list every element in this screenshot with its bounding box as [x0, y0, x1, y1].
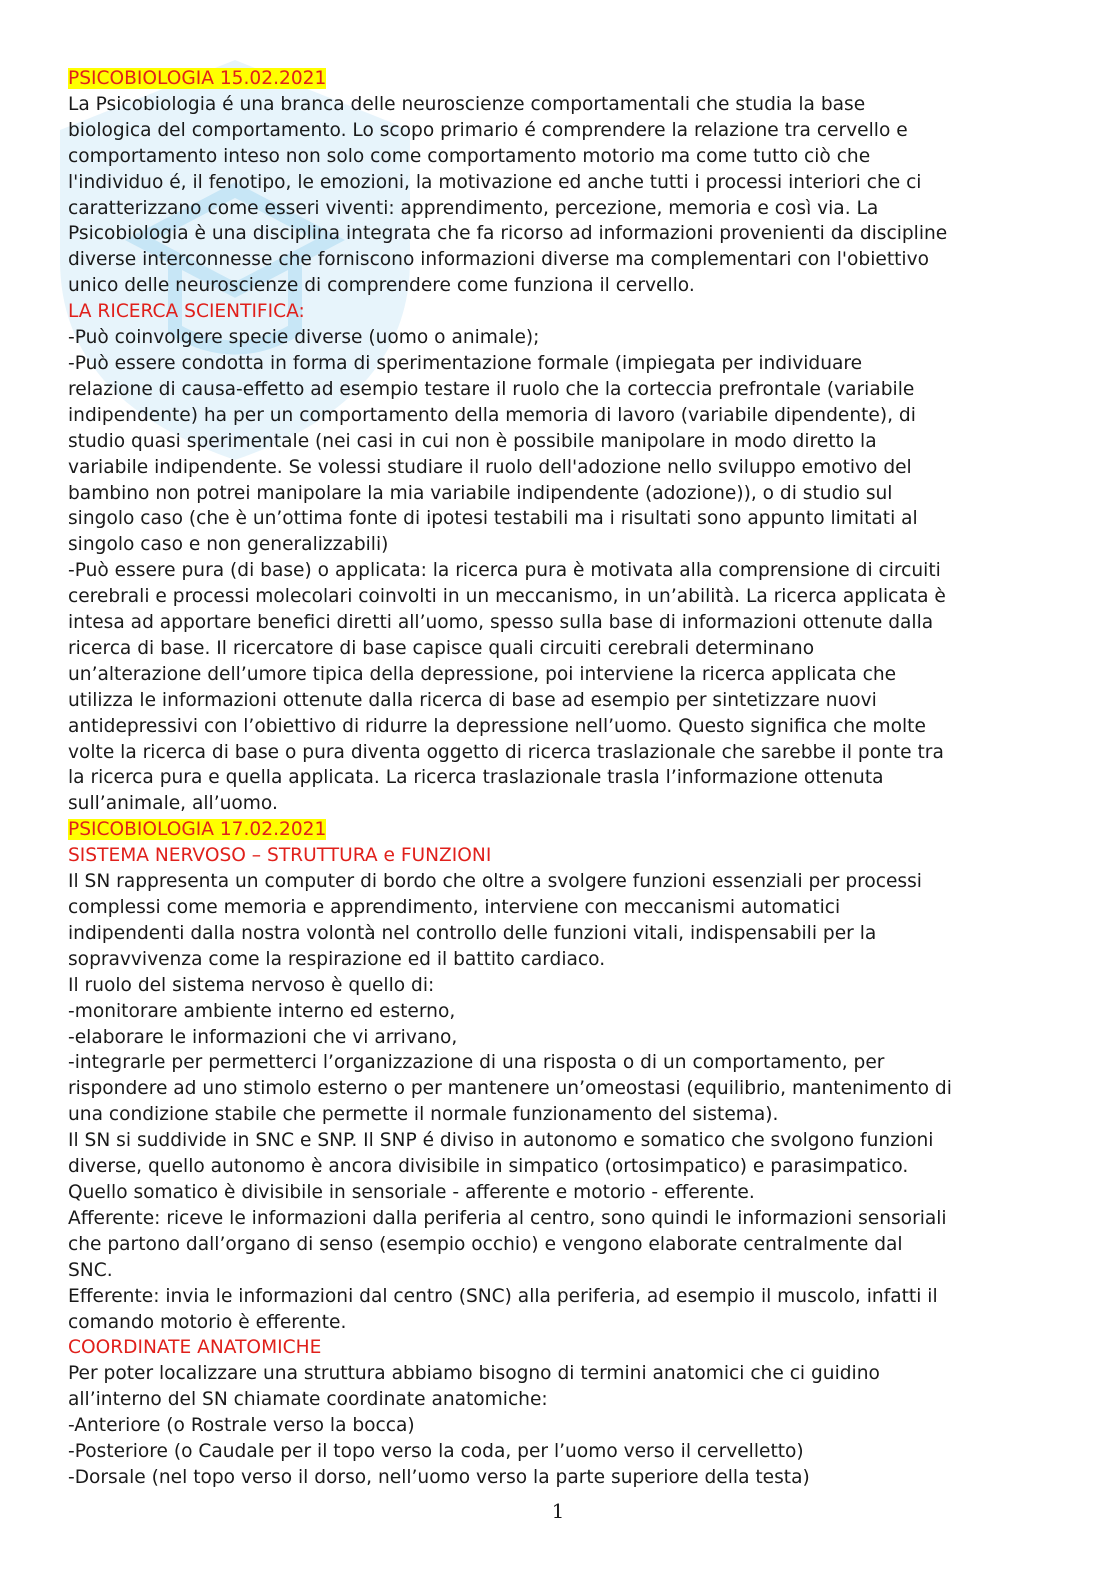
text-line-content: utilizza le informazioni ottenute dalla ricerca di base ad esempio per sintetizzare nuovi [68, 689, 877, 711]
text-line [68, 170, 1058, 196]
text-line-content: Il SN rappresenta un computer di bordo che oltre a svolgere funzioni essenziali per processi [68, 871, 922, 893]
text-line [68, 247, 1058, 273]
text-line [68, 740, 1058, 766]
text-line-content: -Può essere condotta in forma di sperimentazione formale (impiegata per individuare [68, 352, 863, 374]
text-line-content: Afferente: riceve le informazioni dalla periferia al centro, sono quindi le informazioni sensoriali [68, 1207, 947, 1229]
text-line [68, 714, 1058, 740]
text-line [68, 999, 1058, 1025]
text-line-content: ricerca di base. Il ricercatore di base capisce quali circuiti cerebrali determinano [68, 637, 815, 659]
text-line [68, 973, 1058, 999]
text-line-content: indipendenti dalla nostra volontà nel controllo delle funzioni vitali, indispensabili per la [68, 922, 877, 944]
text-line [68, 1076, 1058, 1102]
text-line [68, 1387, 1058, 1413]
text-line [68, 1439, 1058, 1465]
section-heading [68, 843, 1058, 869]
text-line [68, 532, 1058, 558]
text-line-content: unico delle neuroscienze di comprendere come funziona il cervello. [68, 275, 695, 297]
text-line [68, 1154, 1058, 1180]
section-heading [68, 66, 1058, 92]
text-line-content: l'individuo é, il fenotipo, le emozioni, la motivazione ed anche tutti i processi interiori che ci [68, 171, 922, 193]
text-line-content: -monitorare ambiente interno ed esterno, [68, 1000, 456, 1022]
text-line-content: complessi come memoria e apprendimento, interviene con meccanismi automatici [68, 897, 841, 918]
text-line-content: sopravvivenza come la respirazione ed il battito cardiaco. [68, 948, 606, 970]
text-line-content: SNC. [68, 1259, 113, 1281]
text-line [68, 791, 1058, 817]
text-line [68, 506, 1058, 532]
text-line [68, 403, 1058, 429]
text-line [68, 144, 1058, 170]
text-line-content: variabile indipendente. Se volessi studiare il ruolo dell'adozione nello sviluppo emotivo del [68, 456, 912, 478]
text-line-content: PSICOBIOLOGIA 17.02.2021 [68, 819, 327, 841]
text-line-content: SISTEMA NERVOSO – STRUTTURA e FUNZIONI [68, 845, 492, 867]
text-line-content: Quello somatico è divisibile in sensoriale - afferente e motorio - efferente. [68, 1181, 755, 1203]
text-line-content: rispondere ad uno stimolo esterno o per mantenere un’omeostasi (equilibrio, mantenimento di [68, 1078, 952, 1100]
text-line [68, 765, 1058, 791]
text-line-content: Il ruolo del sistema nervoso è quello di: [68, 974, 435, 996]
text-line-content: studio quasi sperimentale (nei casi in cui non è possibile manipolare in modo diretto la [68, 430, 877, 452]
text-line [68, 221, 1058, 247]
section-heading [68, 817, 1058, 843]
text-line-content: -Dorsale (nel topo verso il dorso, nell’uomo verso la parte superiore della testa) [68, 1466, 810, 1488]
text-line-content: -Posteriore (o Caudale per il topo verso la coda, per l’uomo verso il cervelletto) [68, 1441, 804, 1463]
text-line-content: sull’animale, all’uomo. [68, 793, 278, 815]
text-line [68, 1465, 1058, 1491]
text-line-content: singolo caso e non generalizzabili) [68, 534, 389, 556]
text-line-content: la ricerca pura e quella applicata. La ricerca traslazionale trasla l’informazione ottenuta [68, 767, 884, 789]
text-line-content: LA RICERCA SCIENTIFICA: [68, 301, 305, 323]
text-line [68, 1258, 1058, 1284]
text-line-content: -Può coinvolgere specie diverse (uomo o animale); [68, 327, 540, 349]
text-line-content: -integrarle per permetterci l’organizzazione di una risposta o di un comportamento, per [68, 1052, 885, 1074]
text-line [68, 662, 1058, 688]
section-heading [68, 1335, 1058, 1361]
text-line-content: Il SN si suddivide in SNC e SNP. Il SNP é diviso in autonomo e somatico che svolgono funzioni [68, 1130, 934, 1152]
text-line [68, 1050, 1058, 1076]
document-body [68, 66, 1058, 1491]
text-line [68, 636, 1058, 662]
text-line [68, 196, 1058, 222]
text-line-content: antidepressivi con l’obiettivo di ridurre la depressione nell’uomo. Questo significa che molte [68, 715, 926, 737]
text-line [68, 1232, 1058, 1258]
text-line-content: La Psicobiologia é una branca delle neuroscienze comportamentali che studia la base [68, 93, 866, 115]
text-line [68, 869, 1058, 895]
text-line [68, 1361, 1058, 1387]
text-line [68, 1128, 1058, 1154]
text-line [68, 558, 1058, 584]
text-line [68, 1102, 1058, 1128]
text-line [68, 1310, 1058, 1336]
text-line-content: PSICOBIOLOGIA 15.02.2021 [68, 68, 327, 89]
text-line-content: diverse interconnesse che forniscono informazioni diverse ma complementari con l'obiettivo [68, 249, 929, 271]
text-line-content: Efferente: invia le informazioni dal centro (SNC) alla periferia, ad esempio il muscolo, infatti il [68, 1285, 938, 1307]
text-line-content: biologica del comportamento. Lo scopo primario é comprendere la relazione tra cervello e [68, 119, 908, 141]
text-line-content: all’interno del SN chiamate coordinate anatomiche: [68, 1389, 548, 1411]
page-number: 1 [551, 1499, 565, 1523]
text-line-content: -Anteriore (o Rostrale verso la bocca) [68, 1415, 415, 1437]
text-line-content: singolo caso (che è un’ottima fonte di ipotesi testabili ma i risultati sono appunto limitati al [68, 508, 918, 530]
text-line-content: cerebrali e processi molecolari coinvolti in un meccanismo, in un’abilità. La ricerca applicata è [68, 586, 946, 608]
text-line [68, 377, 1058, 403]
text-line [68, 429, 1058, 455]
text-line [68, 325, 1058, 351]
text-line [68, 455, 1058, 481]
text-line [68, 1206, 1058, 1232]
text-line-content: comando motorio è efferente. [68, 1311, 347, 1333]
text-line-content: relazione di causa-effetto ad esempio testare il ruolo che la corteccia prefrontale (variabile [68, 378, 915, 400]
text-line [68, 921, 1058, 947]
text-line-content: Psicobiologia è una disciplina integrata che fa ricorso ad informazioni provenienti da discipline [68, 223, 948, 245]
text-line [68, 118, 1058, 144]
text-line [68, 610, 1058, 636]
text-line-content: -Può essere pura (di base) o applicata: la ricerca pura è motivata alla comprensione di circuiti [68, 560, 941, 582]
text-line [68, 688, 1058, 714]
text-line [68, 584, 1058, 610]
text-line-content: Per poter localizzare una struttura abbiamo bisogno di termini anatomici che ci guidino [68, 1363, 880, 1385]
text-line-content: bambino non potrei manipolare la mia variabile indipendente (adozione)), o di studio sul [68, 482, 893, 504]
text-line [68, 351, 1058, 377]
text-line-content: COORDINATE ANATOMICHE [68, 1337, 322, 1359]
text-line [68, 92, 1058, 118]
text-line-content: intesa ad apportare benefici diretti all’uomo, spesso sulla base di informazioni ottenute dalla [68, 612, 934, 634]
text-line-content: che partono dall’organo di senso (esempio occhio) e vengono elaborate centralmente dal [68, 1233, 903, 1255]
text-line-content: indipendente) ha per un comportamento della memoria di lavoro (variabile dipendente), di [68, 404, 916, 426]
text-line [68, 481, 1058, 507]
text-line-content: un’alterazione dell’umore tipica della depressione, poi interviene la ricerca applicata che [68, 663, 897, 685]
section-heading [68, 299, 1058, 325]
text-line [68, 1413, 1058, 1439]
text-line-content: caratterizzano come esseri viventi: apprendimento, percezione, memoria e così via. La [68, 197, 879, 219]
text-line-content: comportamento inteso non solo come comportamento motorio ma come tutto ciò che [68, 145, 871, 167]
text-line [68, 273, 1058, 299]
text-line-content: -elaborare le informazioni che vi arrivano, [68, 1026, 458, 1048]
text-line [68, 895, 1058, 921]
text-line [68, 1284, 1058, 1310]
text-line [68, 1180, 1058, 1206]
text-line-content: volte la ricerca di base o pura diventa oggetto di ricerca traslazionale che sarebbe il ponte tra [68, 741, 944, 763]
text-line [68, 1025, 1058, 1051]
text-line-content: una condizione stabile che permette il normale funzionamento del sistema). [68, 1104, 779, 1126]
text-line [68, 947, 1058, 973]
text-line-content: diverse, quello autonomo è ancora divisibile in simpatico (ortosimpatico) e parasimpatico. [68, 1156, 909, 1178]
